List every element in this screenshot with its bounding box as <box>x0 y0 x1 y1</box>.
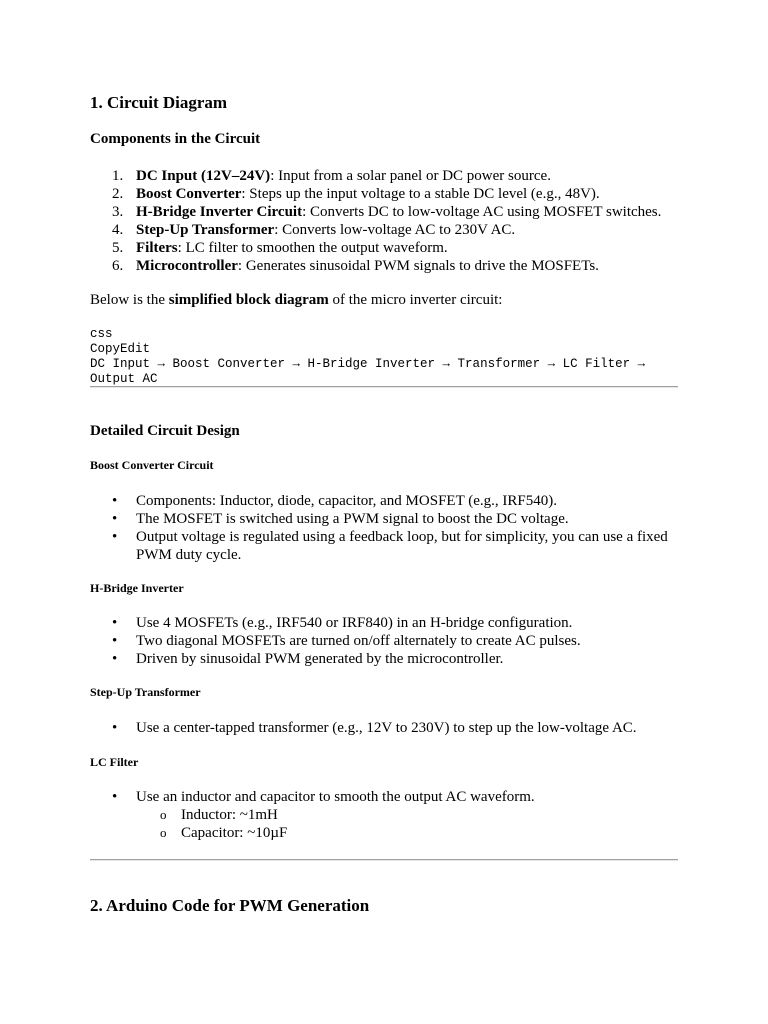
lc-filter-list <box>90 788 535 806</box>
h-bridge-list <box>90 614 581 668</box>
list-item: 3. H-Bridge Inverter Circuit: Converts DC to low-voltage AC using MOSFET switches. <box>112 204 662 220</box>
bullet-icon: • <box>112 529 118 545</box>
horizontal-rule <box>90 386 678 388</box>
list-item: • Output voltage is regulated using a feedback loop, but for simplicity, you can use a fixed <box>112 529 668 545</box>
horizontal-rule <box>90 859 678 861</box>
copy-edit-label[interactable]: CopyEdit <box>90 342 151 356</box>
bullet-icon: • <box>112 493 118 509</box>
list-item: • Use a center-tapped transformer (e.g., 12V to 230V) to step up the low-voltage AC. <box>112 720 637 736</box>
list-item: • Use 4 MOSFETs (e.g., IRF540 or IRF840) in an H-bridge configuration. <box>112 615 573 631</box>
list-item: • Two diagonal MOSFETs are turned on/off alternately to create AC pulses. <box>112 633 581 649</box>
section-title-circuit-diagram: 1. Circuit Diagram <box>90 93 228 112</box>
bullet-icon: • <box>112 511 118 527</box>
step-up-transformer-heading: Step-Up Transformer <box>90 685 201 699</box>
list-item: • Driven by sinusoidal PWM generated by the microcontroller. <box>112 651 504 667</box>
bullet-icon: • <box>112 789 118 805</box>
list-item-continuation: PWM duty cycle. <box>136 547 242 563</box>
bullet-icon: • <box>112 651 118 667</box>
block-diagram-intro: Below is the simplified block diagram of the micro inverter circuit: <box>90 292 503 308</box>
components-heading: Components in the Circuit <box>90 131 261 147</box>
list-item: • The MOSFET is switched using a PWM signal to boost the DC voltage. <box>112 511 569 527</box>
detailed-design-heading: Detailed Circuit Design <box>90 423 240 439</box>
circle-bullet-icon: o <box>160 807 167 822</box>
list-item: 6. Microcontroller: Generates sinusoidal PWM signals to drive the MOSFETs. <box>112 258 599 274</box>
bullet-icon: • <box>112 633 118 649</box>
code-line: DC Input → Boost Converter → H-Bridge Inverter → Transformer → LC Filter → <box>90 357 646 371</box>
list-item: 1. DC Input (12V–24V): Input from a solar panel or DC power source. <box>112 168 551 184</box>
list-item: • Use an inductor and capacitor to smooth the output AC waveform. <box>112 789 535 805</box>
list-item: • Components: Inductor, diode, capacitor, and MOSFET (e.g., IRF540). <box>112 493 557 509</box>
list-item: 5. Filters: LC filter to smoothen the output waveform. <box>112 240 448 256</box>
bullet-icon: • <box>112 720 118 736</box>
list-item: 4. Step-Up Transformer: Converts low-voltage AC to 230V AC. <box>112 222 516 238</box>
step-up-transformer-list <box>90 719 637 737</box>
boost-converter-list <box>90 492 668 564</box>
list-item: 2. Boost Converter: Steps up the input voltage to a stable DC level (e.g., 48V). <box>112 186 600 202</box>
bullet-icon: • <box>112 615 118 631</box>
h-bridge-heading: H-Bridge Inverter <box>90 581 184 595</box>
circle-bullet-icon: o <box>160 825 167 840</box>
code-line: Output AC <box>90 372 158 386</box>
sub-list-item: o Capacitor: ~10µF <box>160 825 288 841</box>
code-language-label: css <box>90 327 113 341</box>
section-title-arduino-code: 2. Arduino Code for PWM Generation <box>90 896 370 915</box>
lc-filter-heading: LC Filter <box>90 755 139 769</box>
components-list <box>90 167 661 275</box>
sub-list-item: o Inductor: ~1mH <box>160 807 278 823</box>
boost-converter-heading: Boost Converter Circuit <box>90 458 214 472</box>
lc-filter-sublist <box>90 806 287 842</box>
code-block <box>90 327 645 387</box>
